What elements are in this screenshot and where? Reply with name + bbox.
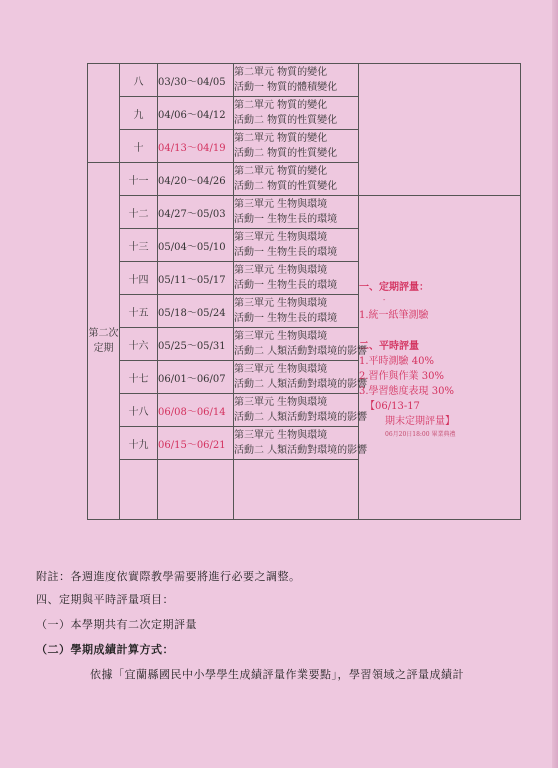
note-item-two: （二）學期成績計算方式： <box>36 643 174 656</box>
date-cell: 06/01～06/07 <box>158 361 234 394</box>
unit-line: 第二單元 物質的變化 <box>234 100 328 111</box>
activity-line: 活動一 生物生長的環境 <box>234 214 338 225</box>
content-cell <box>234 262 359 295</box>
content-cell <box>234 229 359 262</box>
schedule-table <box>87 63 521 520</box>
week-cell: 十三 <box>120 229 158 262</box>
date-cell: 04/27～05/03 <box>158 196 234 229</box>
content-cell <box>234 130 359 163</box>
date-cell: 06/08～06/14 <box>158 394 234 427</box>
activity-line: 活動一 生物生長的環境 <box>234 313 338 324</box>
evaluation-cell-first <box>359 64 521 196</box>
week-cell: 十 <box>120 130 158 163</box>
week-cell: 八 <box>120 64 158 97</box>
activity-line: 活動二 人類活動對環境的影響 <box>234 412 368 423</box>
unit-line: 第三單元 生物與環境 <box>234 397 328 408</box>
content-cell <box>234 394 368 427</box>
content-cell <box>234 64 359 97</box>
activity-line: 活動二 物質的性質變化 <box>234 181 338 192</box>
activity-line: 活動二 人類活動對環境的影響 <box>234 346 368 357</box>
activity-line: 活動一 生物生長的環境 <box>234 247 338 258</box>
content-cell <box>234 328 368 361</box>
date-cell: 04/20～04/26 <box>158 163 234 196</box>
content-cell <box>234 97 359 130</box>
date-cell: 06/15～06/21 <box>158 427 234 460</box>
unit-line: 第三單元 生物與環境 <box>234 199 328 210</box>
date-cell: 05/18～05/24 <box>158 295 234 328</box>
content-cell <box>234 163 359 196</box>
content-cell <box>234 196 359 229</box>
table-row <box>88 196 521 229</box>
week-cell: 十六 <box>120 328 158 361</box>
note-section-four: 四、定期與平時評量項目： <box>36 593 174 606</box>
eval-homework: 2.習作與作業 30% <box>359 370 444 382</box>
page-edge <box>552 0 558 768</box>
date-cell: 05/11～05/17 <box>158 262 234 295</box>
eval-final-label: 期末定期評量】 <box>385 415 455 427</box>
eval-paper-test: 1.統一紙筆測驗 <box>359 309 429 321</box>
note-remark: 附註：各週進度依實際教學需要將進行必要之調整。 <box>36 570 301 583</box>
week-cell: 十九 <box>120 427 158 460</box>
unit-line: 第三單元 生物與環境 <box>234 331 328 342</box>
unit-line: 第二單元 物質的變化 <box>234 133 328 144</box>
evaluation-cell <box>359 196 521 520</box>
week-cell: 九 <box>120 97 158 130</box>
week-cell: 十一 <box>120 163 158 196</box>
eval-attitude: 3.學習態度表現 30% <box>359 385 454 397</box>
activity-line: 活動二 人類活動對環境的影響 <box>234 379 368 390</box>
activity-line: 活動二 物質的性質變化 <box>234 148 338 159</box>
week-cell: 十八 <box>120 394 158 427</box>
empty-cell <box>158 460 234 520</box>
unit-line: 第三單元 生物與環境 <box>234 298 328 309</box>
date-cell: 04/06～04/12 <box>158 97 234 130</box>
eval-ordinary-heading: 二、平時評量 <box>359 340 419 352</box>
content-cell <box>234 361 368 394</box>
activity-line: 活動二 物質的性質變化 <box>234 115 338 126</box>
note-item-one: （一）本學期共有二次定期評量 <box>36 618 197 631</box>
eval-dash: - <box>383 295 386 304</box>
date-cell: 04/13～04/19 <box>158 130 234 163</box>
content-cell <box>234 427 368 460</box>
date-cell: 05/04～05/10 <box>158 229 234 262</box>
unit-line: 第三單元 生物與環境 <box>234 364 328 375</box>
unit-line: 第二單元 物質的變化 <box>234 67 328 78</box>
note-basis: 依據「宜蘭縣國民中小學學生成績評量作業要點」，學習領域之評量成績計 <box>90 668 464 681</box>
eval-final-dates: 【06/13-17 <box>365 400 420 412</box>
date-cell: 05/25～05/31 <box>158 328 234 361</box>
date-cell: 03/30～04/05 <box>158 64 234 97</box>
unit-line: 第二單元 物質的變化 <box>234 166 328 177</box>
empty-cell <box>234 460 359 520</box>
content-cell <box>234 295 359 328</box>
week-cell: 十五 <box>120 295 158 328</box>
unit-line: 第三單元 生物與環境 <box>234 232 328 243</box>
period-label: 第二次 定期 <box>88 163 120 520</box>
eval-ordinary-test: 1.平時測驗 40% <box>359 355 434 367</box>
week-cell: 十四 <box>120 262 158 295</box>
week-cell: 十二 <box>120 196 158 229</box>
activity-line: 活動一 物質的體積變化 <box>234 82 338 93</box>
eval-periodic-heading: 一、定期評量： <box>359 281 429 293</box>
unit-line: 第三單元 生物與環境 <box>234 430 328 441</box>
activity-line: 活動一 生物生長的環境 <box>234 280 338 291</box>
week-cell: 十七 <box>120 361 158 394</box>
eval-graduation-note: 06月20日18:00 畢業典禮 <box>385 430 456 438</box>
unit-line: 第三單元 生物與環境 <box>234 265 328 276</box>
activity-line: 活動二 人類活動對環境的影響 <box>234 445 368 456</box>
empty-cell <box>120 460 158 520</box>
period-cell-first <box>88 64 120 163</box>
table-row <box>88 64 521 97</box>
